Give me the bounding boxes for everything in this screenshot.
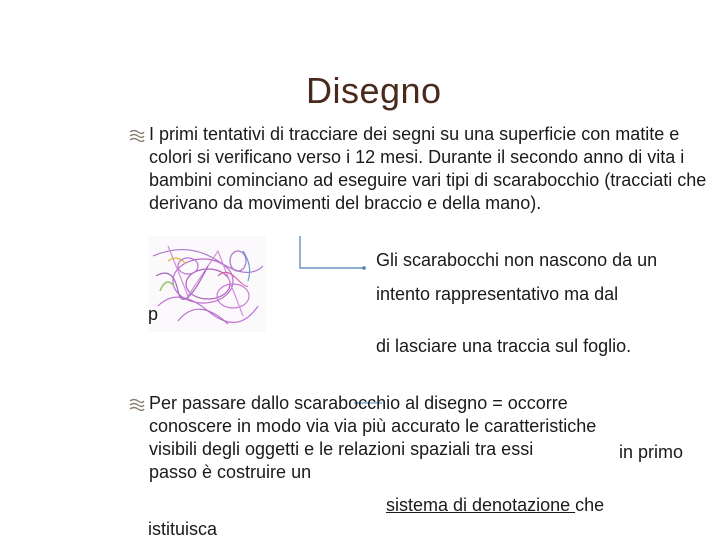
wind-dash-icon	[129, 397, 145, 411]
bullet-text-1: I primi tentativi di tracciare dei segni su una superficie con matite e colori si verificano verso i 12 mesi. Durante il secondo anno di vita i bambini cominciano ad eseguire vari tipi di scarabocchio (tracciati che derivano da movimenti del braccio e della mano).	[149, 124, 707, 213]
denotation-term: sistema di denotazione	[386, 495, 576, 515]
denotation-after: che	[575, 495, 605, 515]
bullet2-line-4: passo è costruire un	[149, 462, 312, 482]
side-text-fragment: p	[148, 304, 159, 324]
scribble-drawing-image	[148, 236, 266, 332]
bullet2-last-word: istituisca	[148, 519, 218, 539]
side-text-line-2: intento rappresentativo ma dal	[376, 284, 619, 304]
bullet2-line-1: Per passare dallo scarabocchio al disegno = occorre	[149, 393, 568, 413]
bullet2-line-3: visibili degli oggetti e le relazioni spaziali tra essi	[149, 439, 534, 459]
bullet2-line-3-right: in primo	[619, 442, 684, 462]
bullet-text-2	[149, 392, 699, 484]
side-text-line-1: Gli scarabocchi non nascono da un	[376, 250, 658, 270]
side-text-line-3: di lasciare una traccia sul foglio.	[376, 336, 632, 356]
slide-title: Disegno	[306, 70, 442, 111]
bullet2-line-2: conoscere in modo via via più accurato le caratteristiche	[149, 416, 597, 436]
denotation-line	[386, 494, 604, 517]
wind-dash-icon	[129, 128, 145, 142]
